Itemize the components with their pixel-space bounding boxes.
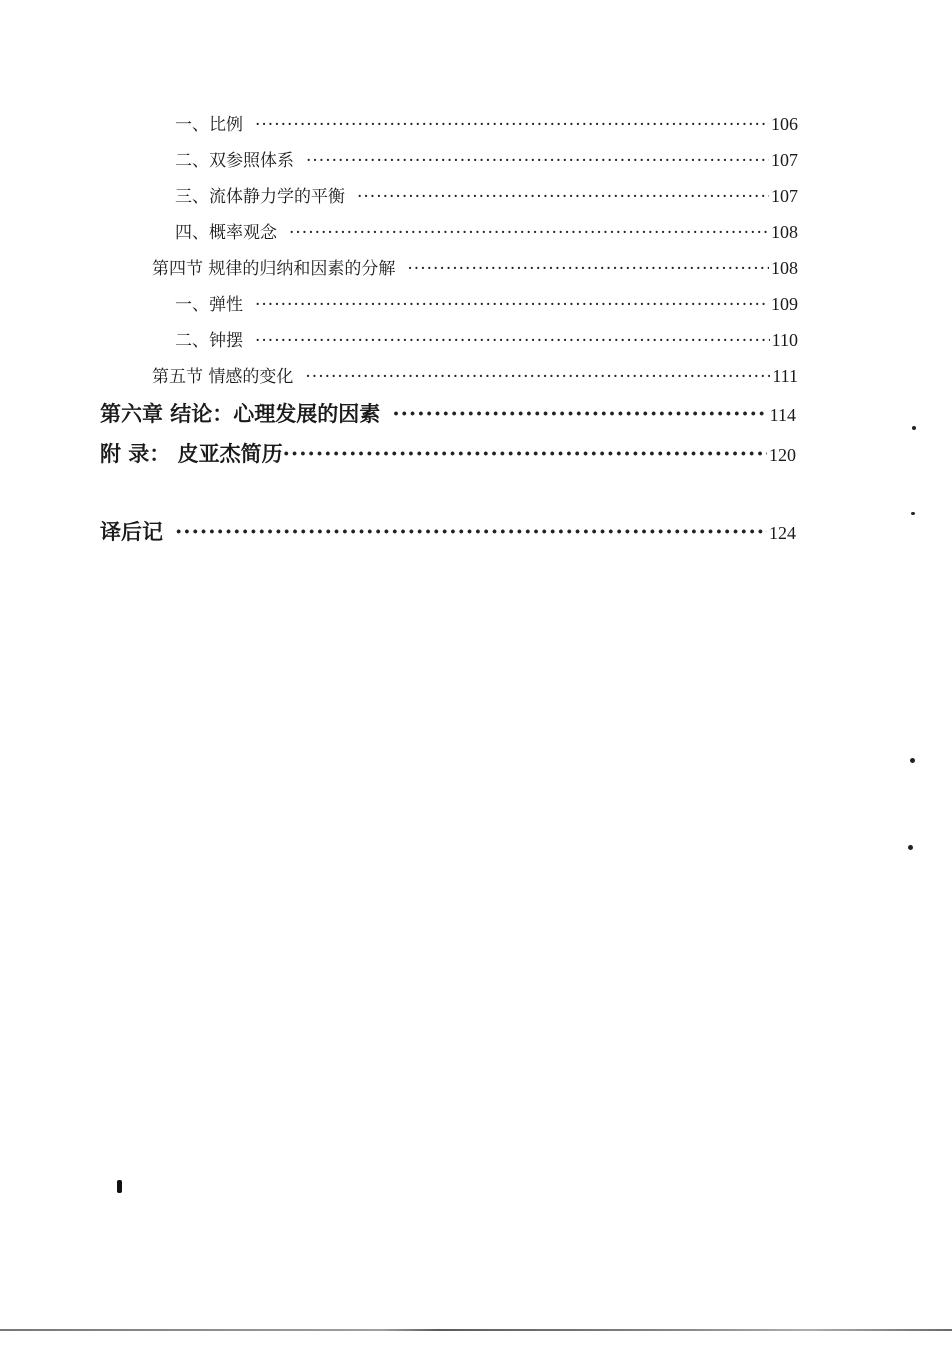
toc-entry-label: 译后记 [100, 519, 163, 544]
dot-leader [357, 187, 769, 207]
toc-entry-label: 二、钟摆 [175, 331, 243, 351]
dot-leader [392, 401, 767, 426]
scan-speck [908, 845, 913, 850]
toc-entry-label: 三、流体静力学的平衡 [175, 187, 345, 207]
dot-leader [255, 331, 770, 351]
dot-leader [407, 259, 769, 279]
toc-entry-label: 第六章 结论：心理发展的因素 [100, 401, 381, 426]
toc-entry-tanxing [175, 290, 798, 315]
dot-leader [289, 223, 769, 243]
toc-entry-label: 二、双参照体系 [175, 151, 294, 171]
toc-entry-bili [175, 110, 798, 135]
scan-mark [117, 1180, 122, 1193]
toc-chapter-6 [100, 398, 796, 428]
scan-speck [910, 758, 915, 763]
toc-page-number: 107 [771, 150, 798, 170]
toc-entry-label: 一、比例 [175, 115, 243, 135]
toc-section-4 [152, 254, 798, 279]
toc-entry-label: 四、概率观念 [175, 223, 277, 243]
scan-speck [911, 512, 915, 515]
toc-page-number: 108 [771, 258, 798, 278]
toc-page-number: 114 [769, 405, 796, 425]
dot-leader [306, 151, 769, 171]
toc-page-number: 107 [771, 186, 798, 206]
toc-page-number: 124 [769, 523, 796, 543]
toc-entry-label: 一、弹性 [175, 295, 243, 315]
toc-entry-shuang-canzhao [175, 146, 798, 171]
dot-leader [175, 519, 767, 544]
page-bottom-edge [0, 1329, 952, 1331]
toc-entry-label: 第四节 规律的归纳和因素的分解 [152, 259, 396, 279]
toc-page-number: 106 [771, 114, 798, 134]
dot-leader [283, 441, 767, 466]
dot-leader [305, 367, 770, 387]
toc-page-number: 108 [771, 222, 798, 242]
toc-section-5 [152, 362, 798, 387]
toc-page-number: 109 [771, 294, 798, 314]
toc-appendix [100, 438, 796, 468]
toc-page-number: 111 [772, 366, 798, 386]
dot-leader [255, 115, 769, 135]
scan-speck [912, 426, 916, 430]
toc-entry-gailv [175, 218, 798, 243]
toc-entry-zhongbai [175, 326, 798, 351]
dot-leader [255, 295, 769, 315]
toc-page-number: 120 [769, 445, 796, 465]
toc-translators-afterword [100, 516, 796, 546]
toc-page-number: 110 [771, 330, 798, 350]
toc-entry-label: 第五节 情感的变化 [152, 367, 294, 387]
toc-entry-label: 附 录： 皮亚杰简历 [100, 441, 283, 466]
toc-entry-liuti [175, 182, 798, 207]
